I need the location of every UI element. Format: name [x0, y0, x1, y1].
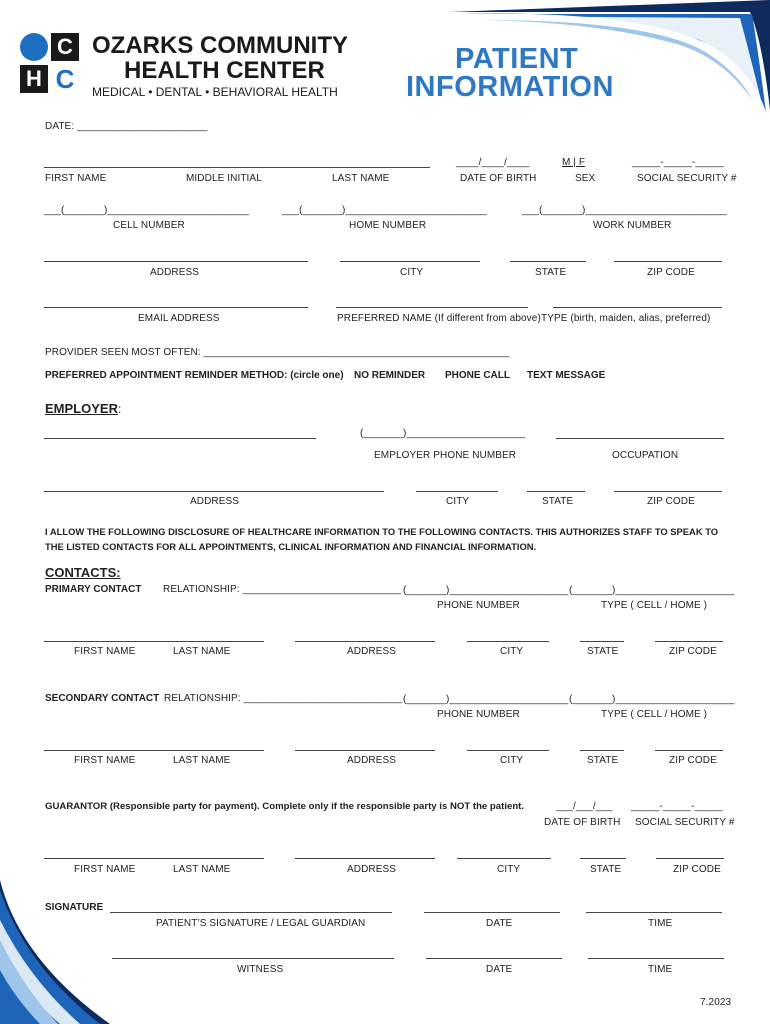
secondary-address-line[interactable] [295, 750, 435, 751]
address-line[interactable] [44, 261, 308, 262]
secondary-last-name-label: LAST NAME [173, 755, 231, 766]
primary-state-label: STATE [587, 646, 619, 657]
city-label: CITY [400, 267, 424, 278]
guarantor-dob-label: DATE OF BIRTH [544, 817, 621, 828]
primary-relationship-field[interactable]: RELATIONSHIP: ____________________________ [163, 584, 402, 595]
reminder-option-none[interactable]: NO REMINDER [354, 370, 426, 381]
disclosure-line1: I ALLOW THE FOLLOWING DISCLOSURE OF HEALTHCARE INFORMATION TO THE FOLLOWING CONTACTS. THIS AUTHORIZES STAFF TO SPEAK TO [45, 526, 719, 537]
secondary-city-label: CITY [500, 755, 524, 766]
preferred-name-label: PREFERRED NAME (If different from above) [337, 313, 541, 324]
employer-phone-label: EMPLOYER PHONE NUMBER [374, 450, 517, 461]
zip-label: ZIP CODE [647, 267, 695, 278]
primary-last-name-label: LAST NAME [173, 646, 231, 657]
guarantor-ssn-label: SOCIAL SECURITY # [635, 817, 735, 828]
primary-zip-line[interactable] [655, 641, 723, 642]
guarantor-address-label: ADDRESS [347, 864, 397, 875]
employer-city-line[interactable] [416, 491, 498, 492]
dob-label: DATE OF BIRTH [460, 173, 537, 184]
guarantor-city-label: CITY [497, 864, 521, 875]
secondary-zip-label: ZIP CODE [669, 755, 717, 766]
reminder-option-call[interactable]: PHONE CALL [445, 370, 510, 381]
form-version: 7.2023 [700, 997, 732, 1008]
email-label: EMAIL ADDRESS [138, 313, 220, 324]
employer-zip-label: ZIP CODE [647, 496, 695, 507]
witness-label: WITNESS [237, 964, 284, 975]
logo-circle [20, 33, 48, 61]
name-type-label: TYPE (birth, maiden, alias, preferred) [541, 313, 711, 324]
employer-heading-colon: : [117, 402, 122, 416]
guarantor-first-name-line[interactable] [44, 858, 264, 859]
patient-signature-label: PATIENT’S SIGNATURE / LEGAL GUARDIAN [156, 918, 366, 929]
employer-address-label: ADDRESS [190, 496, 240, 507]
guarantor-first-name-label: FIRST NAME [74, 864, 136, 875]
witness-date-line[interactable] [426, 958, 562, 959]
cell-number-field[interactable]: ___(_______)_________________________ [44, 205, 250, 216]
secondary-zip-line[interactable] [655, 750, 723, 751]
secondary-type-label: TYPE ( CELL / HOME ) [601, 709, 708, 720]
state-label: STATE [535, 267, 567, 278]
secondary-relationship-field[interactable]: RELATIONSHIP: ____________________________ [164, 693, 403, 704]
guarantor-address-line[interactable] [295, 858, 435, 859]
secondary-first-name-label: FIRST NAME [74, 755, 136, 766]
city-line[interactable] [340, 261, 480, 262]
primary-phone-field[interactable]: (_______)_____________________ [403, 585, 569, 596]
guarantor-zip-label: ZIP CODE [673, 864, 721, 875]
zip-line[interactable] [614, 261, 722, 262]
primary-address-line[interactable] [295, 641, 435, 642]
guarantor-last-name-label: LAST NAME [173, 864, 231, 875]
reminder-method-label: PREFERRED APPOINTMENT REMINDER METHOD: (circle one) [45, 370, 344, 381]
primary-phone-label: PHONE NUMBER [437, 600, 520, 611]
secondary-city-line[interactable] [467, 750, 549, 751]
logo-tile-h: H [20, 65, 48, 93]
patient-signature-line[interactable] [110, 912, 392, 913]
secondary-type-field[interactable]: (_______)_____________________ [569, 694, 735, 705]
page-title-line2: INFORMATION [406, 71, 614, 103]
signature-date-label: DATE [486, 918, 513, 929]
primary-state-line[interactable] [580, 641, 624, 642]
guarantor-ssn-field[interactable]: _____-_____-_____ [631, 801, 723, 812]
occupation-label: OCCUPATION [612, 450, 679, 461]
last-name-label: LAST NAME [332, 173, 390, 184]
dob-blank[interactable]: ____/____/____ [456, 157, 530, 168]
witness-date-label: DATE [486, 964, 513, 975]
secondary-phone-field[interactable]: (_______)_____________________ [403, 694, 569, 705]
work-number-label: WORK NUMBER [593, 220, 672, 231]
disclosure-line2: THE LISTED CONTACTS FOR ALL APPOINTMENTS, CLINICAL INFORMATION AND FINANCIAL INFORMATION. [45, 541, 537, 552]
primary-first-name-line[interactable] [44, 641, 264, 642]
address-label: ADDRESS [150, 267, 200, 278]
page-title-line1: PATIENT [455, 43, 579, 75]
logo-tagline: MEDICAL • DENTAL • BEHAVIORAL HEALTH [92, 85, 338, 99]
witness-time-line[interactable] [588, 958, 724, 959]
state-line[interactable] [510, 261, 586, 262]
employer-zip-line[interactable] [614, 491, 722, 492]
signature-time-label: TIME [648, 918, 673, 929]
home-number-label: HOME NUMBER [349, 220, 427, 231]
logo-tile-c1: C [51, 33, 79, 61]
secondary-first-name-line[interactable] [44, 750, 264, 751]
primary-address-label: ADDRESS [347, 646, 397, 657]
logo [20, 33, 80, 95]
primary-type-label: TYPE ( CELL / HOME ) [601, 600, 708, 611]
logo-name-line2: HEALTH CENTER [124, 57, 325, 84]
guarantor-dob-field[interactable]: ___/___/___ [556, 801, 613, 812]
guarantor-zip-line[interactable] [656, 858, 724, 859]
logo-name-line1: OZARKS COMMUNITY [92, 32, 348, 59]
signature-time-line[interactable] [586, 912, 722, 913]
sex-label: SEX [575, 173, 596, 184]
name-type-line[interactable] [553, 307, 722, 308]
name-line[interactable] [44, 167, 430, 168]
primary-type-field[interactable]: (_______)_____________________ [569, 585, 735, 596]
employer-phone-field[interactable]: (_______)_____________________ [360, 428, 526, 439]
primary-zip-label: ZIP CODE [669, 646, 717, 657]
secondary-state-label: STATE [587, 755, 619, 766]
secondary-state-line[interactable] [580, 750, 624, 751]
secondary-contact-label: SECONDARY CONTACT [45, 693, 160, 704]
secondary-phone-label: PHONE NUMBER [437, 709, 520, 720]
witness-signature-line[interactable] [112, 958, 394, 959]
contacts-heading: CONTACTS: [45, 565, 121, 580]
primary-city-line[interactable] [467, 641, 549, 642]
employer-state-line[interactable] [527, 491, 585, 492]
ssn-blank[interactable]: _____-_____-_____ [632, 157, 724, 168]
signature-label: SIGNATURE [45, 902, 104, 913]
date-field[interactable]: DATE: _______________________ [45, 121, 208, 132]
witness-time-label: TIME [648, 964, 673, 975]
guarantor-state-label: STATE [590, 864, 622, 875]
preferred-name-line[interactable] [336, 307, 528, 308]
occupation-line[interactable] [556, 438, 724, 439]
home-number-field[interactable]: ___(_______)_________________________ [282, 205, 488, 216]
employer-state-label: STATE [542, 496, 574, 507]
provider-field[interactable]: PROVIDER SEEN MOST OFTEN: ______________________________________________________ [45, 347, 510, 358]
email-line[interactable] [44, 307, 308, 308]
guarantor-city-line[interactable] [457, 858, 551, 859]
employer-city-label: CITY [446, 496, 470, 507]
primary-city-label: CITY [500, 646, 524, 657]
work-number-field[interactable]: ___(_______)_________________________ [522, 205, 728, 216]
employer-address-line[interactable] [44, 491, 384, 492]
middle-initial-label: MIDDLE INITIAL [186, 173, 262, 184]
primary-contact-label: PRIMARY CONTACT [45, 584, 142, 595]
employer-heading-text: EMPLOYER [45, 401, 118, 416]
reminder-option-text[interactable]: TEXT MESSAGE [527, 370, 606, 381]
primary-first-name-label: FIRST NAME [74, 646, 136, 657]
employer-name-line[interactable] [44, 438, 316, 439]
ssn-label: SOCIAL SECURITY # [637, 173, 737, 184]
logo-tile-c2: C [55, 64, 75, 94]
employer-heading [45, 400, 121, 418]
signature-date-line[interactable] [424, 912, 560, 913]
cell-number-label: CELL NUMBER [113, 220, 185, 231]
first-name-label: FIRST NAME [45, 173, 107, 184]
sex-blank[interactable]: M | F [562, 157, 586, 168]
footer-swoosh-graphic [0, 880, 115, 1024]
secondary-address-label: ADDRESS [347, 755, 397, 766]
guarantor-text: GUARANTOR (Responsible party for payment). Complete only if the responsible party is NOT the patient. [45, 801, 525, 812]
guarantor-state-line[interactable] [580, 858, 626, 859]
